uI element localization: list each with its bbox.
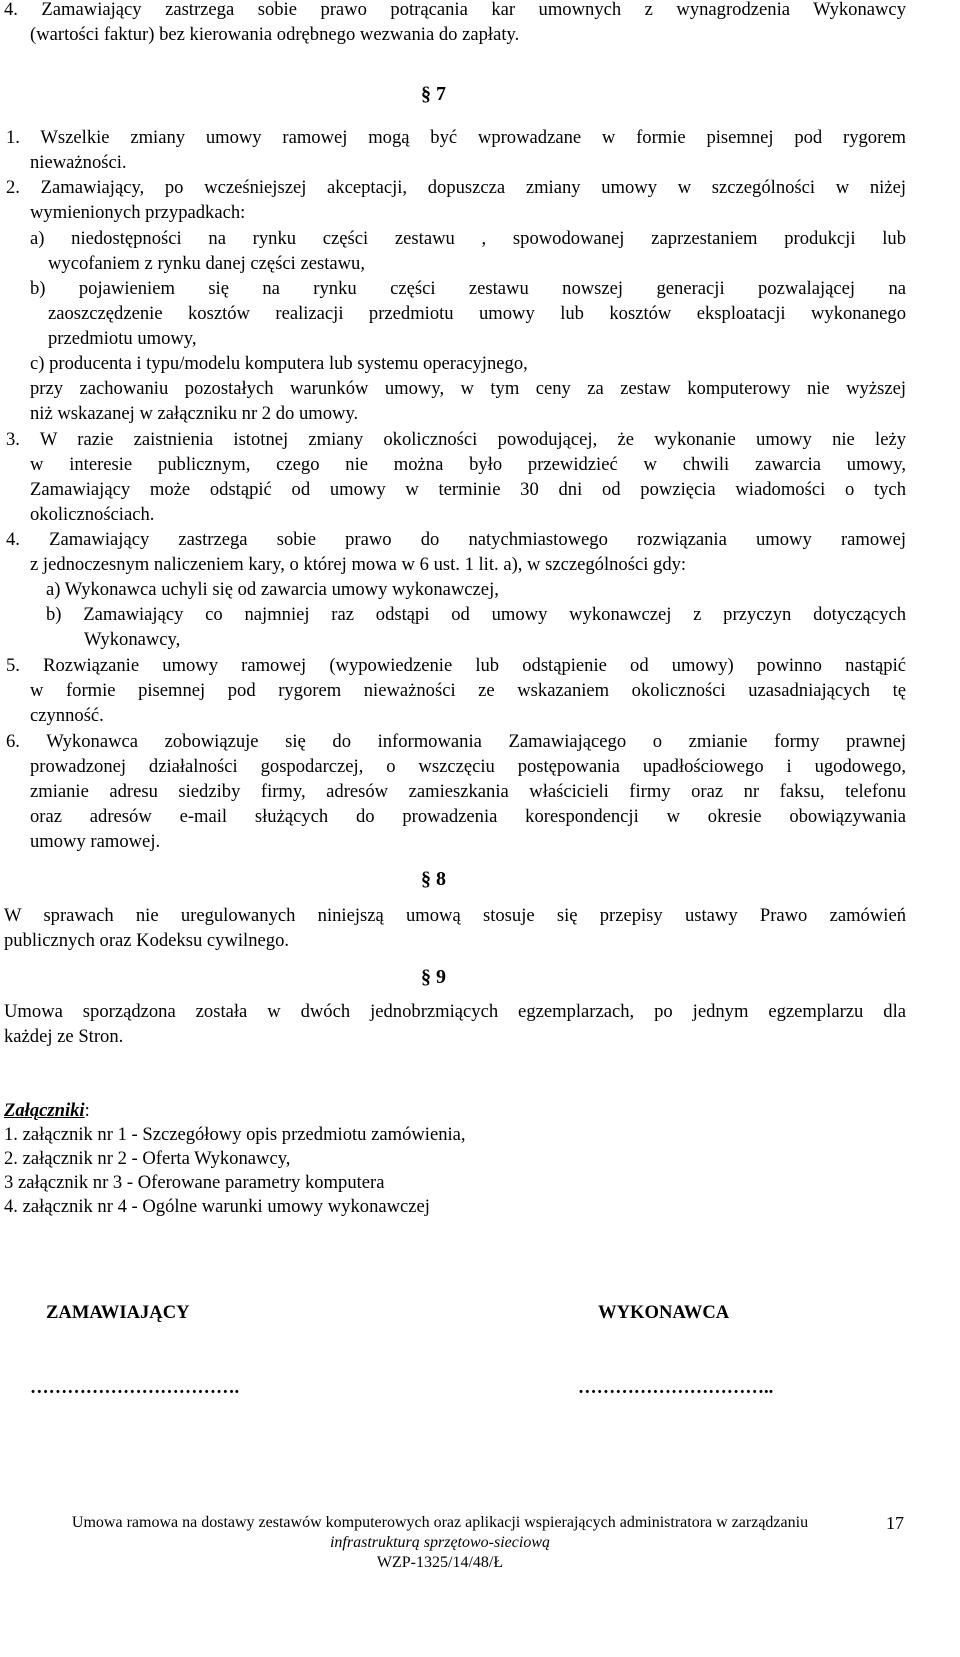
paragraph-line: wymienionych przypadkach: <box>30 202 246 223</box>
paragraph-line: Zamawiający może odstąpić od umowy w terminie 30 dni od powzięcia wiadomości o tych <box>30 479 906 500</box>
paragraph-line: (wartości faktur) bez kierowania odrębnego wezwania do zapłaty. <box>30 24 520 45</box>
paragraph-line: 3. W razie zaistnienia istotnej zmiany okoliczności powodującej, że wykonanie umowy nie leży <box>6 429 906 450</box>
signature-label-contractor: WYKONAWCA <box>598 1302 730 1323</box>
paragraph-line: przy zachowaniu pozostałych warunków umowy, w tym ceny za zestaw komputerowy nie wyższej <box>30 378 906 399</box>
signature-label-contracting: ZAMAWIAJĄCY <box>46 1302 190 1323</box>
list-item: przedmiotu umowy, <box>48 328 197 349</box>
paragraph-line: Umowa sporządzona została w dwóch jednobrzmiących egzemplarzach, po jednym egzemplarzu dla <box>4 1001 906 1022</box>
paragraph-line: umowy ramowej. <box>30 831 161 852</box>
list-item: a) niedostępności na rynku części zestawu , spowodowanej zaprzestaniem produkcji lub <box>30 228 906 249</box>
footer-subtitle-line: infrastrukturą sprzętowo-sieciową <box>329 1534 550 1551</box>
paragraph-line: czynność. <box>30 705 104 726</box>
page-footer <box>20 1513 860 1573</box>
paragraph-line: 4. Zamawiający zastrzega sobie prawo potrącania kar umownych z wynagrodzenia Wykonawcy <box>4 0 906 20</box>
paragraph-line: oraz adresów e-mail służących do prowadzenia korespondencji w okresie obowiązywania <box>30 806 906 827</box>
attachment-item: 2. załącznik nr 2 - Oferta Wykonawcy, <box>4 1148 291 1169</box>
list-item: zaoszczędzenie kosztów realizacji przedmiotu umowy lub kosztów eksploatacji wykonanego <box>48 303 906 324</box>
list-item: a) Wykonawca uchyli się od zawarcia umowy wykonawczej, <box>46 579 499 600</box>
footer-title-line: Umowa ramowa na dostawy zestawów komputerowych oraz aplikacji wspierających administratora w zarządzaniu <box>71 1514 809 1531</box>
paragraph-line: W sprawach nie uregulowanych niniejszą umową stosuje się przepisy ustawy Prawo zamówień <box>4 905 906 926</box>
signature-line-contracting: ……………………………. <box>30 1377 240 1398</box>
attachments-title: Załączniki <box>4 1100 85 1121</box>
paragraph-line: niż wskazanej w załączniku nr 2 do umowy. <box>30 403 359 424</box>
paragraph-line: każdej ze Stron. <box>4 1026 124 1047</box>
paragraph-line: z jednoczesnym naliczeniem kary, o której mowa w 6 ust. 1 lit. a), w szczególności gdy: <box>30 554 687 575</box>
page-number: 17 <box>886 1513 904 1533</box>
attachments-colon: : <box>84 1100 90 1121</box>
footer-reference-number: WZP-1325/14/48/Ł <box>376 1554 504 1571</box>
attachment-item: 3 załącznik nr 3 - Oferowane parametry komputera <box>4 1172 385 1193</box>
paragraph-line: w interesie publicznym, czego nie można było przewidzieć w chwili zawarcia umowy, <box>30 454 906 475</box>
section-heading-8: § 8 <box>421 868 446 890</box>
paragraph-line: okolicznościach. <box>30 504 155 525</box>
paragraph-line: 5. Rozwiązanie umowy ramowej (wypowiedzenie lub odstąpienie od umowy) powinno nastąpić <box>6 655 906 676</box>
paragraph-line: nieważności. <box>30 152 127 173</box>
list-item: c) producenta i typu/modelu komputera lub systemu operacyjnego, <box>30 353 528 374</box>
paragraph-line: 6. Wykonawca zobowiązuje się do informowania Zamawiającego o zmianie formy prawnej <box>6 731 906 752</box>
list-item: wycofaniem z rynku danej części zestawu, <box>48 253 365 274</box>
section-heading-9: § 9 <box>421 966 446 988</box>
attachment-item: 1. załącznik nr 1 - Szczegółowy opis przedmiotu zamówienia, <box>4 1124 466 1145</box>
attachments-heading <box>4 1098 90 1123</box>
list-item: b) pojawieniem się na rynku części zestawu nowszej generacji pozwalającej na <box>30 278 906 299</box>
attachment-item: 4. załącznik nr 4 - Ogólne warunki umowy wykonawczej <box>4 1196 430 1217</box>
paragraph-line: 2. Zamawiający, po wcześniejszej akceptacji, dopuszcza zmiany umowy w szczególności w niżej <box>6 177 906 198</box>
paragraph-line: zmianie adresu siedziby firmy, adresów zamieszkania właścicieli firmy oraz nr faksu, telefonu <box>30 781 906 802</box>
paragraph-line: publicznych oraz Kodeksu cywilnego. <box>4 930 290 951</box>
list-item: b) Zamawiający co najmniej raz odstąpi od umowy wykonawczej z przyczyn dotyczących <box>46 604 906 625</box>
list-item: Wykonawcy, <box>84 629 181 650</box>
paragraph-line: 4. Zamawiający zastrzega sobie prawo do natychmiastowego rozwiązania umowy ramowej <box>6 529 906 550</box>
signature-line-contractor: ………………………….. <box>578 1377 774 1398</box>
paragraph-line: w formie pisemnej pod rygorem nieważności ze wskazaniem okoliczności uzasadniających tę <box>30 680 906 701</box>
section-heading-7: § 7 <box>421 83 446 105</box>
paragraph-line: prowadzonej działalności gospodarczej, o wszczęciu postępowania upadłościowego i ugodowego, <box>30 756 906 777</box>
paragraph-line: 1. Wszelkie zmiany umowy ramowej mogą być wprowadzane w formie pisemnej pod rygorem <box>6 127 906 148</box>
